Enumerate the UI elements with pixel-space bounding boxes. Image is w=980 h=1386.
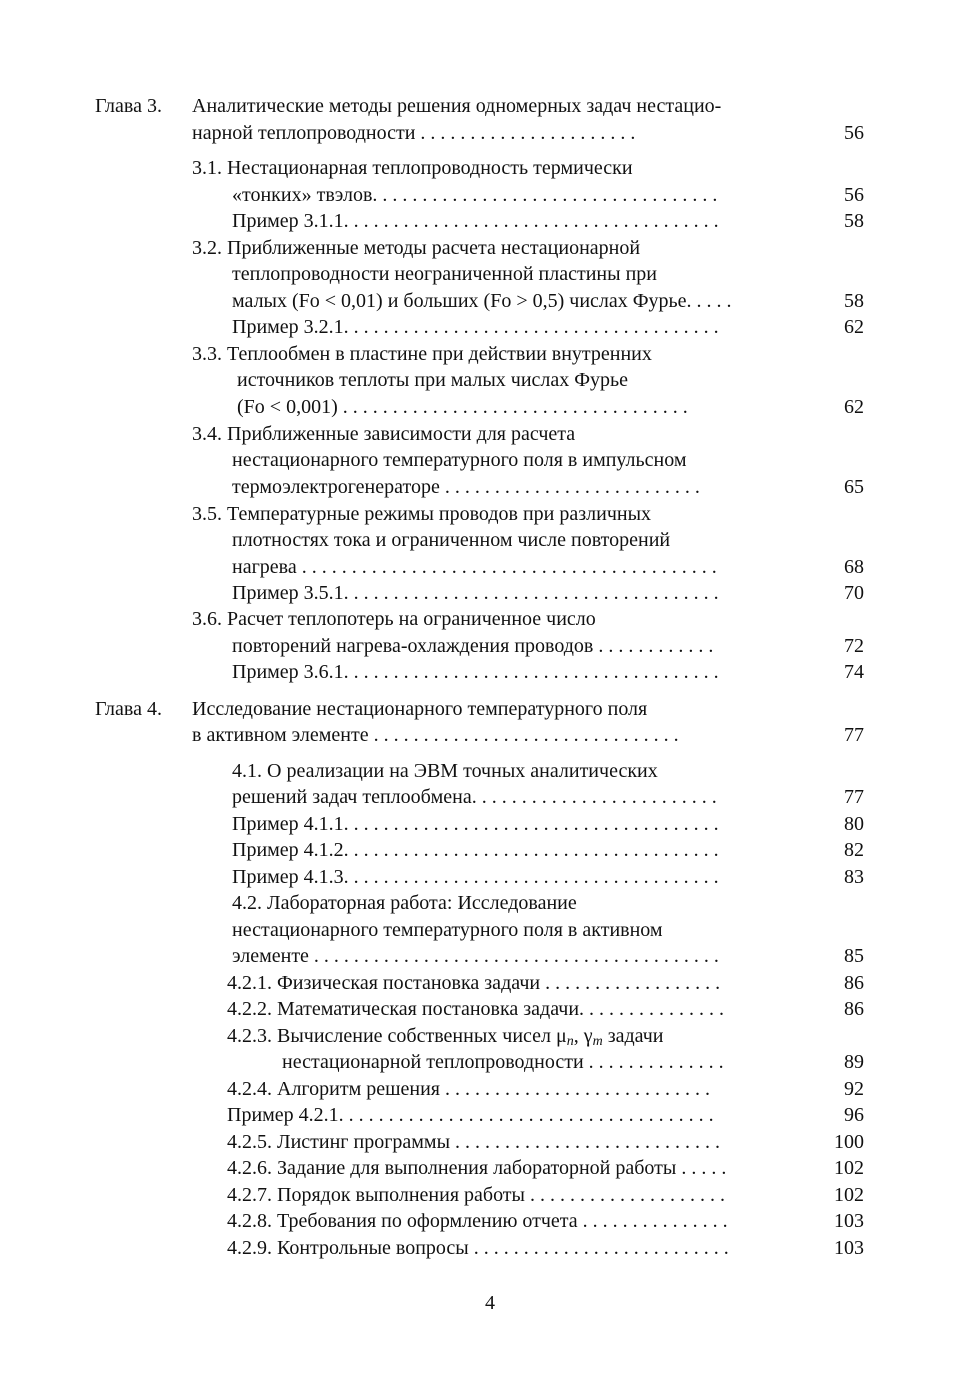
section-4-2-page: 85: [844, 945, 864, 967]
section-3-5-line-1: 3.5. Температурные режимы проводов при различных: [192, 503, 652, 525]
section-4-2-3-line-1: [227, 1023, 664, 1049]
example-4-1-2-page: 82: [844, 839, 864, 861]
example-3-1-1[interactable]: Пример 3.1.1. . . . . . . . . . . . . . . . . . . . . . . . . . . . . . . . . . . . . .: [232, 210, 719, 232]
example-3-6-1-page: 74: [844, 661, 864, 683]
section-4-2-4-page: 92: [844, 1078, 864, 1100]
section-4-2-3-page: 89: [844, 1051, 864, 1073]
section-4-2-6[interactable]: 4.2.6. Задание для выполнения лабораторной работы . . . . .: [227, 1157, 727, 1179]
section-4-2-5-page: 100: [834, 1131, 864, 1153]
example-4-2-1[interactable]: Пример 4.2.1. . . . . . . . . . . . . . . . . . . . . . . . . . . . . . . . . . . . . .: [227, 1104, 714, 1126]
section-4-2-line-2: нестационарного температурного поля в активном: [232, 919, 663, 941]
section-3-4-page: 65: [844, 476, 864, 498]
example-3-1-1-page: 58: [844, 210, 864, 232]
mu-subscript: n: [566, 1034, 574, 1049]
gamma-subscript: m: [592, 1034, 603, 1049]
chapter-3-title-line-2[interactable]: нарной теплопроводности . . . . . . . . . . . . . . . . . . . . . .: [192, 122, 636, 144]
example-3-5-1[interactable]: Пример 3.5.1. . . . . . . . . . . . . . . . . . . . . . . . . . . . . . . . . . . . . .: [232, 582, 719, 604]
section-4-2-2-page: 86: [844, 998, 864, 1020]
section-4-1-page: 77: [844, 786, 864, 808]
section-3-4-line-3[interactable]: термоэлектрогенераторе . . . . . . . . . . . . . . . . . . . . . . . . . .: [232, 476, 700, 498]
section-4-2-3-line-2[interactable]: нестационарной теплопроводности . . . . . . . . . . . . . .: [282, 1051, 724, 1073]
section-3-2-line-1: 3.2. Приближенные методы расчета нестационарной: [192, 237, 641, 259]
section-4-2-5[interactable]: 4.2.5. Листинг программы . . . . . . . . . . . . . . . . . . . . . . . . . . .: [227, 1131, 721, 1153]
section-3-2-line-2: теплопроводности неограниченной пластины при: [232, 263, 657, 285]
section-3-4-line-2: нестационарного температурного поля в импульсном: [232, 449, 687, 471]
section-4-2-3-text-a: 4.2.3. Вычисление собственных чисел μ: [227, 1025, 567, 1047]
section-4-2-7[interactable]: 4.2.7. Порядок выполнения работы . . . . . . . . . . . . . . . . . . . .: [227, 1184, 725, 1206]
section-4-2-1-page: 86: [844, 972, 864, 994]
section-3-4-line-1: 3.4. Приближенные зависимости для расчета: [192, 423, 576, 445]
section-4-2-line-3[interactable]: элементе . . . . . . . . . . . . . . . . . . . . . . . . . . . . . . . . . . . . . . . . .: [232, 945, 719, 967]
example-4-2-1-page: 96: [844, 1104, 864, 1126]
example-4-1-3[interactable]: Пример 4.1.3. . . . . . . . . . . . . . . . . . . . . . . . . . . . . . . . . . . . . .: [232, 866, 719, 888]
example-4-1-1-page: 80: [844, 813, 864, 835]
section-4-2-line-1: 4.2. Лабораторная работа: Исследование: [232, 892, 577, 914]
section-3-6-page: 72: [844, 635, 864, 657]
section-3-6-line-2[interactable]: повторений нагрева-охлаждения проводов . . . . . . . . . . . .: [232, 635, 714, 657]
section-3-3-line-3[interactable]: (Fo < 0,001) . . . . . . . . . . . . . . . . . . . . . . . . . . . . . . . . . . .: [237, 396, 688, 418]
chapter-3-label: Глава 3.: [95, 95, 162, 117]
section-3-5-page: 68: [844, 556, 864, 578]
section-4-2-8[interactable]: 4.2.8. Требования по оформлению отчета . . . . . . . . . . . . . . .: [227, 1210, 728, 1232]
section-3-3-line-1: 3.3. Теплообмен в пластине при действии внутренних: [192, 343, 652, 365]
chapter-4-title-line-1: Исследование нестационарного температурного поля: [192, 698, 648, 720]
section-4-1-line-2[interactable]: решений задач теплообмена. . . . . . . . . . . . . . . . . . . . . . . . .: [232, 786, 717, 808]
section-4-2-4[interactable]: 4.2.4. Алгоритм решения . . . . . . . . . . . . . . . . . . . . . . . . . . .: [227, 1078, 710, 1100]
example-3-2-1[interactable]: Пример 3.2.1. . . . . . . . . . . . . . . . . . . . . . . . . . . . . . . . . . . . . .: [232, 316, 719, 338]
example-4-1-2[interactable]: Пример 4.1.2. . . . . . . . . . . . . . . . . . . . . . . . . . . . . . . . . . . . . .: [232, 839, 719, 861]
section-3-1-line-1: 3.1. Нестационарная теплопроводность термически: [192, 157, 633, 179]
section-3-5-line-3[interactable]: нагрева . . . . . . . . . . . . . . . . . . . . . . . . . . . . . . . . . . . . . . . . . .: [232, 556, 717, 578]
section-4-2-9-page: 103: [834, 1237, 864, 1259]
section-3-1-page: 56: [844, 184, 864, 206]
chapter-3-page: 56: [844, 122, 864, 144]
section-3-2-page: 58: [844, 290, 864, 312]
section-4-2-9[interactable]: 4.2.9. Контрольные вопросы . . . . . . . . . . . . . . . . . . . . . . . . . .: [227, 1237, 729, 1259]
section-3-2-line-3[interactable]: малых (Fo < 0,01) и больших (Fo > 0,5) числах Фурье. . . . .: [232, 290, 732, 312]
section-3-5-line-2: плотностях тока и ограниченном числе повторений: [232, 529, 671, 551]
chapter-3-title-line-1: Аналитические методы решения одномерных задач нестацио-: [192, 95, 722, 117]
example-3-2-1-page: 62: [844, 316, 864, 338]
section-4-2-3-text-b: , γ: [573, 1025, 593, 1047]
chapter-4-page: 77: [844, 724, 864, 746]
section-3-3-line-2: источников теплоты при малых числах Фурье: [237, 369, 629, 391]
chapter-4-title-line-2[interactable]: в активном элементе . . . . . . . . . . . . . . . . . . . . . . . . . . . . . . .: [192, 724, 679, 746]
section-3-3-page: 62: [844, 396, 864, 418]
section-4-2-2[interactable]: 4.2.2. Математическая постановка задачи. . . . . . . . . . . . . . .: [227, 998, 725, 1020]
chapter-4-label: Глава 4.: [95, 698, 162, 720]
section-3-6-line-1: 3.6. Расчет теплопотерь на ограниченное число: [192, 608, 596, 630]
example-4-1-3-page: 83: [844, 866, 864, 888]
example-4-1-1[interactable]: Пример 4.1.1. . . . . . . . . . . . . . . . . . . . . . . . . . . . . . . . . . . . . .: [232, 813, 719, 835]
section-3-1-line-2[interactable]: «тонких» твэлов. . . . . . . . . . . . . . . . . . . . . . . . . . . . . . . . . . .: [232, 184, 718, 206]
section-4-2-7-page: 102: [834, 1184, 864, 1206]
section-4-2-8-page: 103: [834, 1210, 864, 1232]
example-3-5-1-page: 70: [844, 582, 864, 604]
section-4-2-6-page: 102: [834, 1157, 864, 1179]
example-3-6-1[interactable]: Пример 3.6.1. . . . . . . . . . . . . . . . . . . . . . . . . . . . . . . . . . . . . .: [232, 661, 719, 683]
page-number: 4: [485, 1292, 495, 1314]
section-4-2-1[interactable]: 4.2.1. Физическая постановка задачи . . . . . . . . . . . . . . . . . .: [227, 972, 721, 994]
section-4-1-line-1: 4.1. О реализации на ЭВМ точных аналитических: [232, 760, 658, 782]
section-4-2-3-text-c: задачи: [602, 1025, 664, 1047]
